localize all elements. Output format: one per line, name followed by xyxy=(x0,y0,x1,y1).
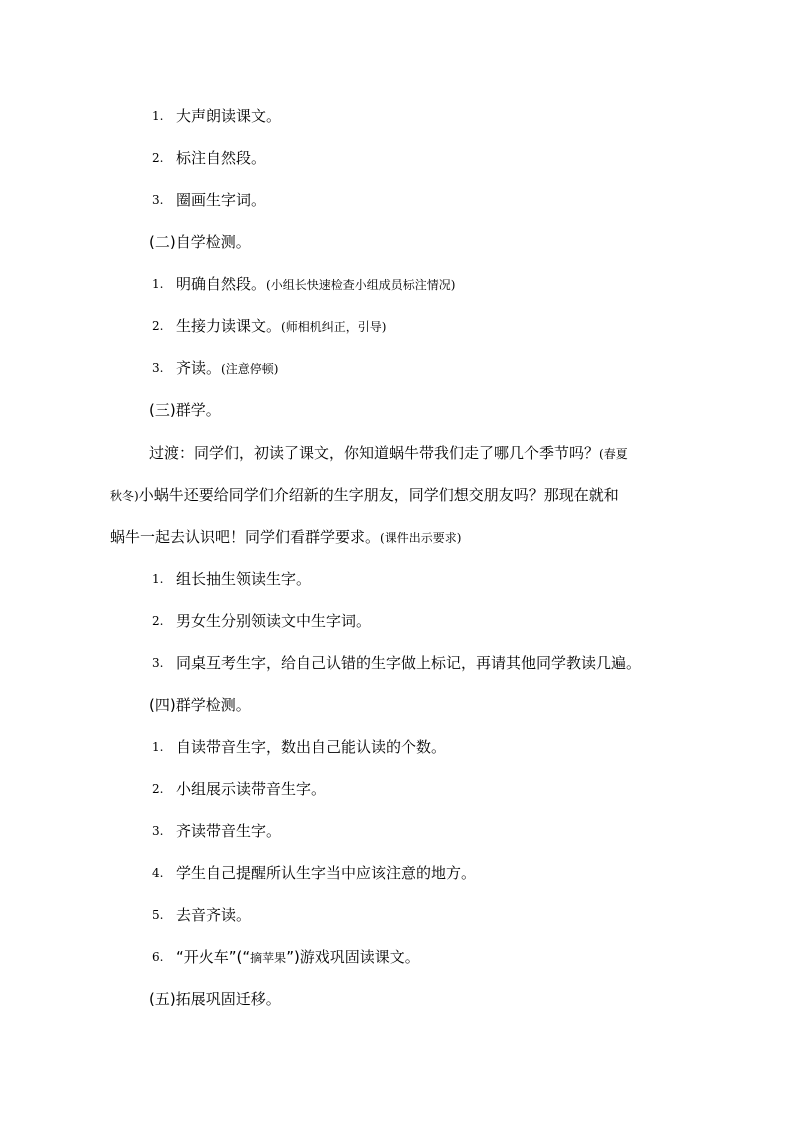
list-number: 1. xyxy=(152,109,164,123)
list-number: 1. xyxy=(152,572,164,586)
teacher-note: (注意停顿) xyxy=(221,362,279,376)
list-text: 生接力读课文。(师相机纠正，引导) xyxy=(176,317,387,335)
section-heading-text: (三)群学。 xyxy=(149,401,221,419)
paragraph-line xyxy=(0,438,794,468)
list-item xyxy=(0,774,794,804)
list-item xyxy=(0,648,794,678)
list-number: 5. xyxy=(152,908,164,922)
list-text: 大声朗读课文。 xyxy=(176,107,282,125)
section-heading-text: (二)自学检测。 xyxy=(149,233,251,251)
teacher-note: (小组长快速检查小组成员标注情况) xyxy=(266,278,456,292)
list-number: 2. xyxy=(152,319,164,333)
list-item xyxy=(0,353,794,383)
list-item xyxy=(0,942,794,972)
inline-note: 秋冬) xyxy=(110,489,139,503)
list-item xyxy=(0,185,794,215)
section-heading-text: (五)拓展巩固迁移。 xyxy=(149,990,281,1008)
list-text: 同桌互考生字，给自己认错的生字做上标记，再请其他同学教读几遍。 xyxy=(176,654,642,672)
list-text: 明确自然段。(小组长快速检查小组成员标注情况) xyxy=(176,275,456,293)
paragraph-line xyxy=(0,480,794,510)
list-text: 组长抽生领读生字。 xyxy=(176,570,312,588)
paragraph-text: 过渡：同学们，初读了课文，你知道蜗牛带我们走了哪几个季节吗？(春夏 xyxy=(149,444,628,462)
inline-note: 摘苹果 xyxy=(250,951,287,965)
list-number: 1. xyxy=(152,740,164,754)
list-text: 小组展示读带音生字。 xyxy=(176,780,327,798)
section-heading xyxy=(0,984,794,1014)
list-item xyxy=(0,269,794,299)
section-heading-text: (四)群学检测。 xyxy=(149,696,251,714)
list-text: 去音齐读。 xyxy=(176,906,252,924)
list-text: 自读带音生字，数出自己能认读的个数。 xyxy=(176,738,447,756)
list-number: 4. xyxy=(152,866,164,880)
list-item xyxy=(0,143,794,173)
list-text: “开火车”(“摘苹果”)游戏巩固读课文。 xyxy=(176,948,420,966)
list-item xyxy=(0,732,794,762)
list-text: 齐读。(注意停顿) xyxy=(176,359,279,377)
list-item xyxy=(0,858,794,888)
list-item xyxy=(0,606,794,636)
list-item xyxy=(0,816,794,846)
list-number: 3. xyxy=(152,361,164,375)
list-number: 2. xyxy=(152,151,164,165)
list-text: 学生自己提醒所认生字当中应该注意的地方。 xyxy=(176,864,477,882)
list-text: 男女生分别领读文中生字词。 xyxy=(176,612,372,630)
section-heading xyxy=(0,395,794,425)
inline-note: (春夏 xyxy=(599,447,628,461)
list-item xyxy=(0,564,794,594)
paragraph-line xyxy=(0,522,794,552)
paragraph-text: 蜗牛一起去认识吧！同学们看群学要求。(课件出示要求) xyxy=(110,528,462,546)
teacher-note: (师相机纠正，引导) xyxy=(281,320,387,334)
list-number: 3. xyxy=(152,193,164,207)
list-number: 3. xyxy=(152,824,164,838)
inline-note: (课件出示要求) xyxy=(380,531,462,545)
list-number: 6. xyxy=(152,950,164,964)
list-number: 3. xyxy=(152,656,164,670)
list-number: 2. xyxy=(152,782,164,796)
list-item xyxy=(0,900,794,930)
section-heading xyxy=(0,690,794,720)
list-text: 标注自然段。 xyxy=(176,149,267,167)
list-text: 齐读带音生字。 xyxy=(176,822,282,840)
section-heading xyxy=(0,227,794,257)
list-item xyxy=(0,311,794,341)
list-item xyxy=(0,101,794,131)
paragraph-text: 秋冬)小蜗牛还要给同学们介绍新的生字朋友，同学们想交朋友吗？那现在就和 xyxy=(110,486,619,504)
list-text: 圈画生字词。 xyxy=(176,191,267,209)
list-number: 1. xyxy=(152,277,164,291)
list-number: 2. xyxy=(152,614,164,628)
